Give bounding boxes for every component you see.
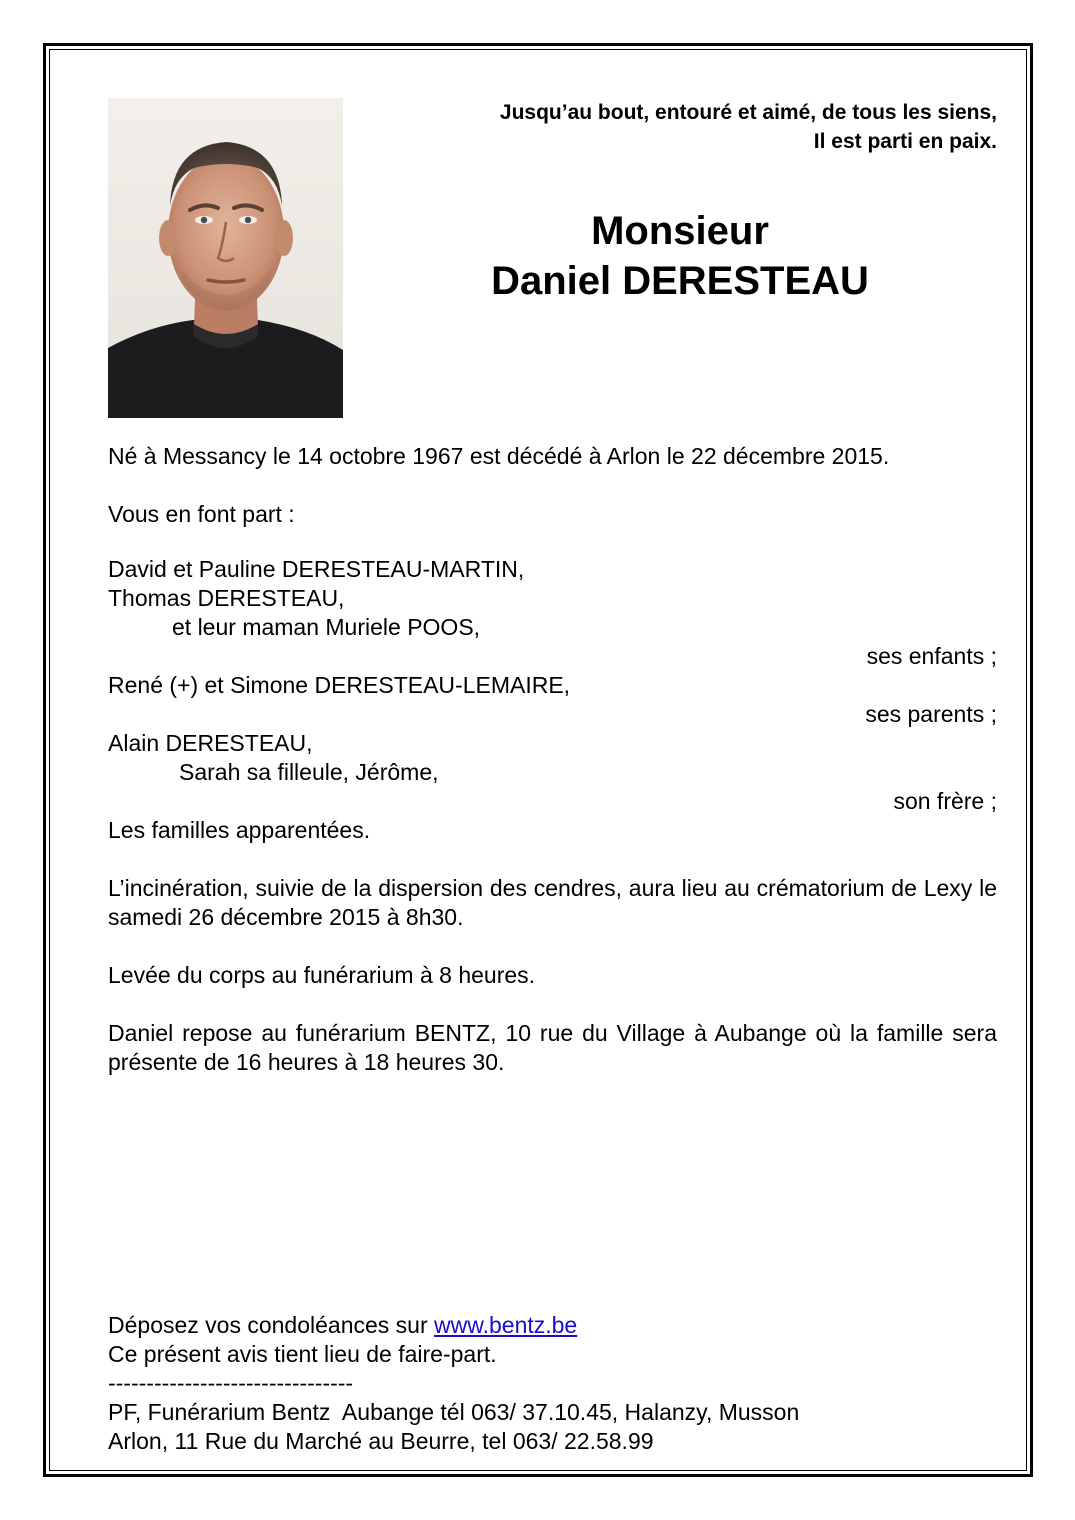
deceased-name: Daniel DERESTEAU xyxy=(491,259,869,303)
birth-death-statement xyxy=(108,442,997,471)
epigraph-line-2: Il est parti en paix. xyxy=(813,130,997,153)
funeral-home-line-2: Arlon, 11 Rue du Marché au Beurre, tel 063/ 22.58.99 xyxy=(108,1428,654,1454)
children-role: ses enfants ; xyxy=(866,643,997,669)
children-line-3: et leur maman Muriele POOS, xyxy=(172,614,481,640)
funeral-home-line-1: PF, Funérarium Bentz Aubange tél 063/ 37.10.45, Halanzy, Musson xyxy=(108,1399,800,1425)
cremation-paragraph: L’incinération, suivie de la dispersion des cendres, aura lieu au crématorium de Lexy le samedi 26 décembre 2015 à 8h30. xyxy=(108,875,997,930)
portrait-photo xyxy=(108,98,343,418)
condolences-line xyxy=(108,1311,997,1340)
body-lift-paragraph xyxy=(108,961,997,990)
brother-line-2: Sarah sa filleule, Jérôme, xyxy=(179,759,439,785)
separator-line: -------------------------------- xyxy=(108,1370,354,1396)
parents-role: ses parents ; xyxy=(865,701,997,727)
brother-role: son frère ; xyxy=(893,788,997,814)
body-lift-text: Levée du corps au funérarium à 8 heures. xyxy=(108,962,536,988)
epigraph xyxy=(377,98,997,156)
relatives-line: Les familles apparentées. xyxy=(108,817,371,843)
announce-intro-text: Vous en font part : xyxy=(108,501,295,527)
children-line-2: Thomas DERESTEAU, xyxy=(108,585,345,611)
repose-paragraph: Daniel repose au funérarium BENTZ, 10 rue du Village à Aubange où la famille sera présente de 16 heures à 18 heures 30. xyxy=(108,1020,997,1075)
condolences-link[interactable]: www.bentz.be xyxy=(434,1312,578,1338)
family-list xyxy=(108,555,997,845)
announce-intro xyxy=(108,500,997,529)
epigraph-line-1: Jusqu’au bout, entouré et aimé, de tous les siens, xyxy=(499,101,997,124)
brother-line-1: Alain DERESTEAU, xyxy=(108,730,313,756)
deceased-heading xyxy=(380,206,980,306)
birth-death-text: Né à Messancy le 14 octobre 1967 est décédé à Arlon le 22 décembre 2015. xyxy=(108,443,890,469)
footer xyxy=(108,1311,997,1456)
children-line-1: David et Pauline DERESTEAU-MARTIN, xyxy=(108,556,525,582)
parents-line: René (+) et Simone DERESTEAU-LEMAIRE, xyxy=(108,672,571,698)
condolences-prefix: Déposez vos condoléances sur xyxy=(108,1312,435,1338)
honorific: Monsieur xyxy=(591,209,769,253)
notice-line: Ce présent avis tient lieu de faire-part. xyxy=(108,1341,497,1367)
